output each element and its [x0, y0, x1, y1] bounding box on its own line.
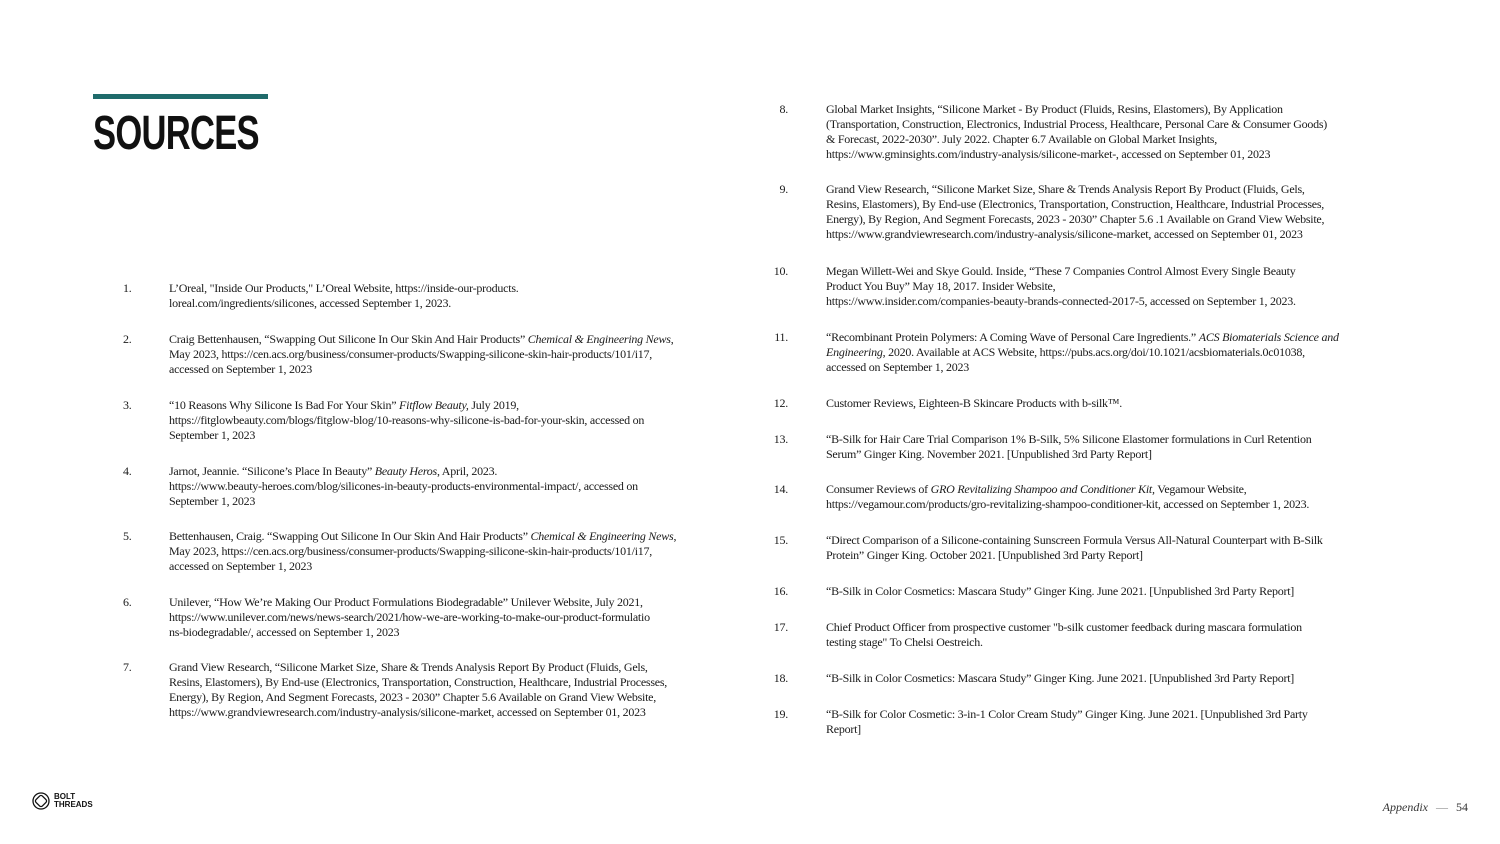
reference-line	[169, 428, 644, 443]
reference-line	[826, 432, 1311, 447]
reference-line	[826, 620, 1302, 635]
reference-line	[826, 722, 1308, 737]
reference-number: 2.	[123, 332, 132, 346]
reference-number: 14.	[773, 482, 788, 496]
reference-line	[169, 625, 650, 640]
reference-publication: Chemical & Engineering News	[527, 332, 671, 346]
reference-line	[169, 479, 638, 494]
reference-segment: Craig Bettenhausen, “Swapping Out Silicone In Our Skin And Hair Products”	[169, 332, 528, 346]
reference-segment: loreal.com/ingredients/silicones, accessed September 1, 2023.	[169, 296, 451, 310]
title-accent-bar	[93, 94, 268, 99]
reference-number: 4.	[123, 464, 132, 478]
reference-line	[169, 296, 519, 311]
reference-line	[826, 264, 1296, 279]
reference-segment: accessed on September 1, 2023	[169, 362, 313, 376]
reference-text	[169, 464, 638, 509]
reference-line	[826, 671, 1294, 686]
reference-line	[826, 482, 1309, 497]
reference-text	[826, 482, 1309, 512]
footer	[1383, 800, 1468, 815]
reference-segment: Customer Reviews, Eighteen-B Skincare Products with b-silk™.	[826, 396, 1123, 410]
logo-text-line2: THREADS	[54, 800, 93, 809]
reference-segment: Unilever, “How We’re Making Our Product Formulations Biodegradable” Unilever Website, July 2021,	[169, 595, 643, 609]
reference-line	[826, 147, 1327, 162]
reference-text	[169, 529, 676, 574]
reference-line	[169, 398, 644, 413]
reference-segment: ,	[670, 332, 674, 346]
reference-number: 18.	[773, 671, 788, 685]
reference-segment: “B-Silk in Color Cosmetics: Mascara Study” Ginger King. June 2021. [Unpublished 3rd Party Report]	[826, 671, 1295, 685]
reference-segment: Grand View Research, “Silicone Market Size, Share & Trends Analysis Report By Product (Fluids, Gels,	[169, 660, 648, 674]
reference-segment: Product You Buy” May 18, 2017. Insider Website,	[826, 279, 1056, 293]
reference-line	[826, 117, 1327, 132]
reference-line	[826, 102, 1327, 117]
reference-line	[826, 360, 1339, 375]
reference-line	[169, 494, 638, 509]
reference-segment: Protein” Ginger King. October 2021. [Unpublished 3rd Party Report]	[826, 548, 1143, 562]
reference-segment: September 1, 2023	[169, 428, 256, 442]
reference-line	[826, 635, 1302, 650]
reference-line	[826, 182, 1324, 197]
reference-line	[169, 675, 667, 690]
reference-text	[169, 398, 644, 443]
reference-segment: , April, 2023.	[436, 464, 498, 478]
reference-segment: September 1, 2023	[169, 494, 256, 508]
reference-publication: Chemical & Engineering News	[530, 529, 674, 543]
reference-number: 9.	[779, 182, 788, 196]
reference-number: 11.	[774, 330, 788, 344]
reference-line	[169, 705, 667, 720]
reference-number: 13.	[773, 432, 788, 446]
reference-publication: GRO Revitalizing Shampoo and Conditioner Kit,	[930, 482, 1155, 496]
reference-segment: ,	[673, 529, 677, 543]
reference-text	[826, 264, 1296, 309]
reference-line	[826, 279, 1296, 294]
reference-line	[169, 559, 676, 574]
reference-segment: & Forecast, 2022-2030”. July 2022. Chapter 6.7 Available on Global Market Insights,	[826, 132, 1217, 146]
reference-text	[826, 707, 1308, 737]
reference-line	[169, 362, 673, 377]
reference-number: 1.	[123, 281, 132, 295]
reference-line	[169, 544, 676, 559]
reference-text	[826, 584, 1294, 599]
reference-text	[169, 281, 519, 311]
reference-number: 16.	[773, 584, 788, 598]
reference-publication: ACS Biomaterials Science and	[1198, 330, 1339, 344]
reference-text	[826, 330, 1339, 375]
logo-text-line1: BOLT	[54, 792, 76, 801]
reference-publication: Engineering	[826, 345, 883, 359]
reference-segment: https://vegamour.com/products/gro-revitalizing-shampoo-conditioner-kit, accessed on September 1, 2023.	[826, 497, 1310, 511]
reference-line	[826, 584, 1294, 599]
reference-segment: https://www.grandviewresearch.com/industry-analysis/silicone-market, accessed on September 01, 2023	[169, 705, 646, 719]
reference-number: 3.	[123, 398, 132, 412]
reference-line	[826, 227, 1324, 242]
reference-segment: “Direct Comparison of a Silicone-containing Sunscreen Formula Versus All-Natural Counterpart with B-Silk	[826, 533, 1323, 547]
reference-segment: Serum” Ginger King. November 2021. [Unpublished 3rd Party Report]	[826, 447, 1152, 461]
reference-line	[826, 197, 1324, 212]
reference-line	[169, 529, 676, 544]
reference-segment: accessed on September 1, 2023	[826, 360, 970, 374]
reference-line	[169, 281, 519, 296]
reference-line	[826, 707, 1308, 722]
reference-segment: , 2020. Available at ACS Website, https://pubs.acs.org/doi/10.1021/acsbiomaterials.0c01038,	[882, 345, 1305, 359]
reference-segment: Megan Willett-Wei and Skye Gould. Inside, “These 7 Companies Control Almost Every Single Beauty	[826, 264, 1296, 278]
reference-number: 6.	[123, 595, 132, 609]
reference-segment: accessed on September 1, 2023	[169, 559, 313, 573]
reference-number: 7.	[123, 660, 132, 674]
reference-line	[169, 595, 650, 610]
reference-line	[826, 447, 1311, 462]
reference-segment: https://www.grandviewresearch.com/industry-analysis/silicone-market, accessed on September 01, 2023	[826, 227, 1303, 241]
reference-text	[169, 332, 673, 377]
reference-segment: May 2023, https://cen.acs.org/business/consumer-products/Swapping-silicone-skin-hair-products/101/i17,	[169, 544, 653, 558]
reference-number: 10.	[773, 264, 788, 278]
reference-line	[826, 330, 1339, 345]
reference-segment: Resins, Elastomers), By End-use (Electronics, Transportation, Construction, Healthcare, Industrial Processes,	[826, 197, 1324, 211]
footer-section: Appendix	[1382, 800, 1428, 814]
reference-segment: “Recombinant Protein Polymers: A Coming Wave of Personal Care Ingredients.”	[826, 330, 1199, 344]
reference-text	[826, 671, 1294, 686]
reference-line	[169, 347, 673, 362]
page-title: SOURCES	[93, 107, 259, 160]
reference-segment: Energy), By Region, And Segment Forecasts, 2023 - 2030” Chapter 5.6 Available on Grand View Website,	[169, 690, 657, 704]
reference-line	[169, 413, 644, 428]
reference-segment: Resins, Elastomers), By End-use (Electronics, Transportation, Construction, Healthcare, Industrial Processes,	[169, 675, 667, 689]
reference-publication: Beauty Heros	[374, 464, 437, 478]
reference-segment: Jarnot, Jeannie. “Silicone’s Place In Beauty”	[169, 464, 375, 478]
reference-segment: “B-Silk for Hair Care Trial Comparison 1% B-Silk, 5% Silicone Elastomer formulations in Curl Retention	[826, 432, 1312, 446]
reference-line	[169, 660, 667, 675]
reference-segment: https://www.gminsights.com/industry-analysis/silicone-market-, accessed on September 01, 2023	[826, 147, 1271, 161]
reference-segment: L’Oreal, "Inside Our Products," L’Oreal Website, https://inside-our-products.	[169, 281, 519, 295]
logo-icon	[32, 792, 50, 810]
reference-number: 12.	[773, 396, 788, 410]
reference-segment: Global Market Insights, “Silicone Market - By Product (Fluids, Resins, Elastomers), By Application	[826, 102, 1283, 116]
reference-segment: May 2023, https://cen.acs.org/business/consumer-products/Swapping-silicone-skin-hair-products/101/i17,	[169, 347, 653, 361]
reference-number: 19.	[773, 707, 788, 721]
reference-segment: https://www.insider.com/companies-beauty-brands-connected-2017-5, accessed on September 1, 2023.	[826, 294, 1296, 308]
reference-number: 5.	[123, 529, 132, 543]
reference-line	[169, 690, 667, 705]
reference-segment: Chief Product Officer from prospective customer "b-silk customer feedback during mascara formulation	[826, 620, 1302, 634]
reference-segment: ns-biodegradable/, accessed on September 1, 2023	[169, 625, 400, 639]
reference-segment: (Transportation, Construction, Electronics, Industrial Process, Healthcare, Personal Care & Consumer Goods)	[826, 117, 1328, 131]
reference-segment: https://www.beauty-heroes.com/blog/silicones-in-beauty-products-environmental-impact/, accessed on	[169, 479, 638, 493]
reference-segment: Energy), By Region, And Segment Forecasts, 2023 - 2030” Chapter 5.6 .1 Available on Grand View Website,	[826, 212, 1325, 226]
reference-segment: Consumer Reviews of	[826, 482, 931, 496]
reference-line	[169, 464, 638, 479]
reference-line	[826, 533, 1323, 548]
reference-number: 8.	[779, 102, 788, 116]
reference-number: 15.	[773, 533, 788, 547]
reference-line	[169, 610, 650, 625]
footer-dash: —	[1436, 800, 1448, 814]
reference-segment: “B-Silk in Color Cosmetics: Mascara Study” Ginger King. June 2021. [Unpublished 3rd Party Report]	[826, 584, 1295, 598]
reference-segment: “10 Reasons Why Silicone Is Bad For Your Skin”	[169, 398, 400, 412]
reference-segment: Bettenhausen, Craig. “Swapping Out Silicone In Our Skin And Hair Products”	[169, 529, 531, 543]
reference-text	[169, 595, 650, 640]
reference-line	[826, 345, 1339, 360]
reference-line	[826, 548, 1323, 563]
page-number: 54	[1456, 800, 1468, 814]
reference-segment: “B-Silk for Color Cosmetic: 3-in-1 Color Cream Study” Ginger King. June 2021. [Unpublished 3rd Party	[826, 707, 1308, 721]
reference-line	[826, 132, 1327, 147]
reference-segment: Grand View Research, “Silicone Market Size, Share & Trends Analysis Report By Product (Fluids, Gels,	[826, 182, 1305, 196]
reference-segment: https://fitglowbeauty.com/blogs/fitglow-blog/10-reasons-why-silicone-is-bad-for-your-skin, accessed on	[169, 413, 645, 427]
bolt-threads-logo	[32, 792, 93, 810]
reference-text	[826, 533, 1323, 563]
reference-text	[826, 432, 1311, 462]
reference-line	[826, 396, 1122, 411]
reference-number: 17.	[773, 620, 788, 634]
reference-text	[169, 660, 667, 720]
reference-line	[169, 332, 673, 347]
reference-text	[826, 620, 1302, 650]
reference-line	[826, 497, 1309, 512]
reference-segment: https://www.unilever.com/news/news-search/2021/how-we-are-working-to-make-our-product-formulatio	[169, 610, 650, 624]
reference-segment: testing stage" To Chelsi Oestreich.	[826, 635, 983, 649]
reference-publication: Fitflow Beauty,	[399, 398, 469, 412]
reference-text	[826, 182, 1324, 242]
reference-text	[826, 102, 1327, 162]
reference-line	[826, 294, 1296, 309]
reference-segment: Report]	[826, 722, 861, 736]
reference-segment: Vegamour Website,	[1154, 482, 1247, 496]
reference-segment: July 2019,	[468, 398, 519, 412]
reference-line	[826, 212, 1324, 227]
reference-text	[826, 396, 1122, 411]
